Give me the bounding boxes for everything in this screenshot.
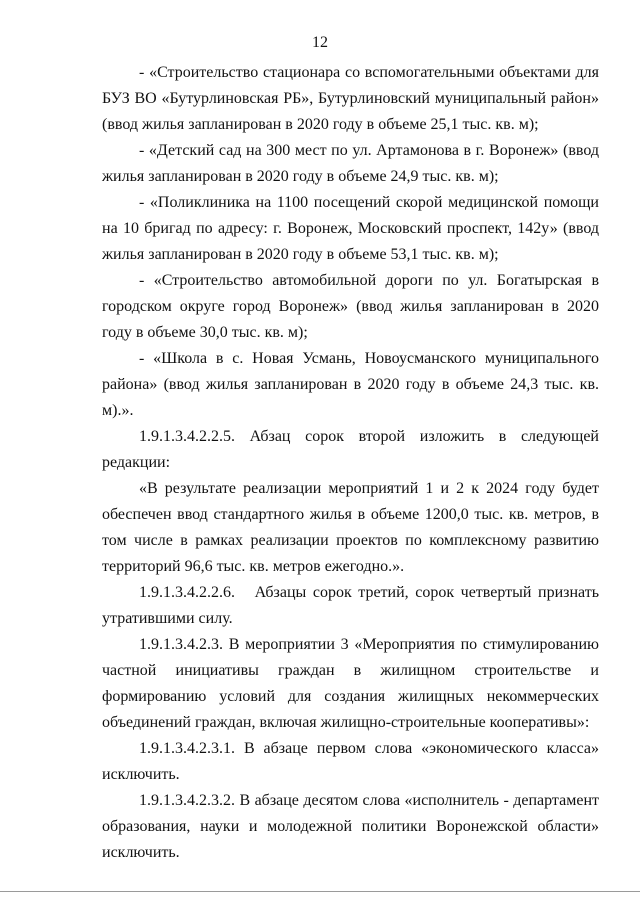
clause-1-9-1-3-4-2-2-5: 1.9.1.3.4.2.2.5. Абзац сорок второй изложить в следующей редакции: [102, 428, 599, 471]
list-item-kindergarten: - «Детский сад на 300 мест по ул. Артамонова в г. Воронеж» (ввод жилья запланирован в 2020 году в объеме 24,9 тыс. кв. м); [102, 142, 599, 185]
clause-1-9-1-3-4-2-3-2: 1.9.1.3.4.2.3.2. В абзаце десятом слова «исполнитель - департамент образования, науки и молодежной политики Воронежской области» исключить. [102, 792, 599, 861]
list-item-road: - «Строительство автомобильной дороги по ул. Богатырская в городском округе город Воронеж» (ввод жилья запланирован в 2020 году в объеме 30,0 тыс. кв. м); [102, 272, 599, 341]
document-body [102, 60, 603, 866]
clause-1-9-1-3-4-2-3: 1.9.1.3.4.2.3. В мероприятии 3 «Мероприятия по стимулированию частной инициативы граждан в жилищном строительстве и формированию условий для создания жилищных некоммерческих объединений граждан, включая жилищно-строительные кооперативы»: [102, 636, 599, 731]
clause-1-9-1-3-4-2-3-1: 1.9.1.3.4.2.3.1. В абзаце первом слова «экономического класса» исключить. [102, 740, 599, 783]
list-item-hospital: - «Строительство стационара со вспомогательными объектами для БУЗ ВО «Бутурлиновская РБ», Бутурлиновский муниципальный район» (ввод жилья запланирован в 2020 году в объеме 25,1 тыс. кв. м); [102, 64, 599, 133]
list-item-polyclinic: - «Поликлиника на 1100 посещений скорой медицинской помощи на 10 бригад по адресу: г. Воронеж, Московский проспект, 142у» (ввод жилья запланирован в 2020 году в объеме 53,1 тыс. кв. м); [102, 194, 599, 263]
list-item-school: - «Школа в с. Новая Усмань, Новоусманского муниципального района» (ввод жилья запланирован в 2020 году в объеме 24,3 тыс. кв. м).». [102, 350, 599, 419]
page-bottom-edge [0, 891, 640, 892]
quoted-amendment-text: «В результате реализации мероприятий 1 и 2 к 2024 году будет обеспечен ввод стандартного жилья в объеме 1200,0 тыс. кв. метров, в том числе в рамках реализации проектов по комплексному развитию территорий 96,6 тыс. кв. метров ежегодно.». [102, 480, 599, 575]
clause-1-9-1-3-4-2-2-6: 1.9.1.3.4.2.2.6. Абзацы сорок третий, сорок четвертый признать утратившими силу. [102, 584, 603, 627]
page-number: 12 [312, 34, 328, 51]
